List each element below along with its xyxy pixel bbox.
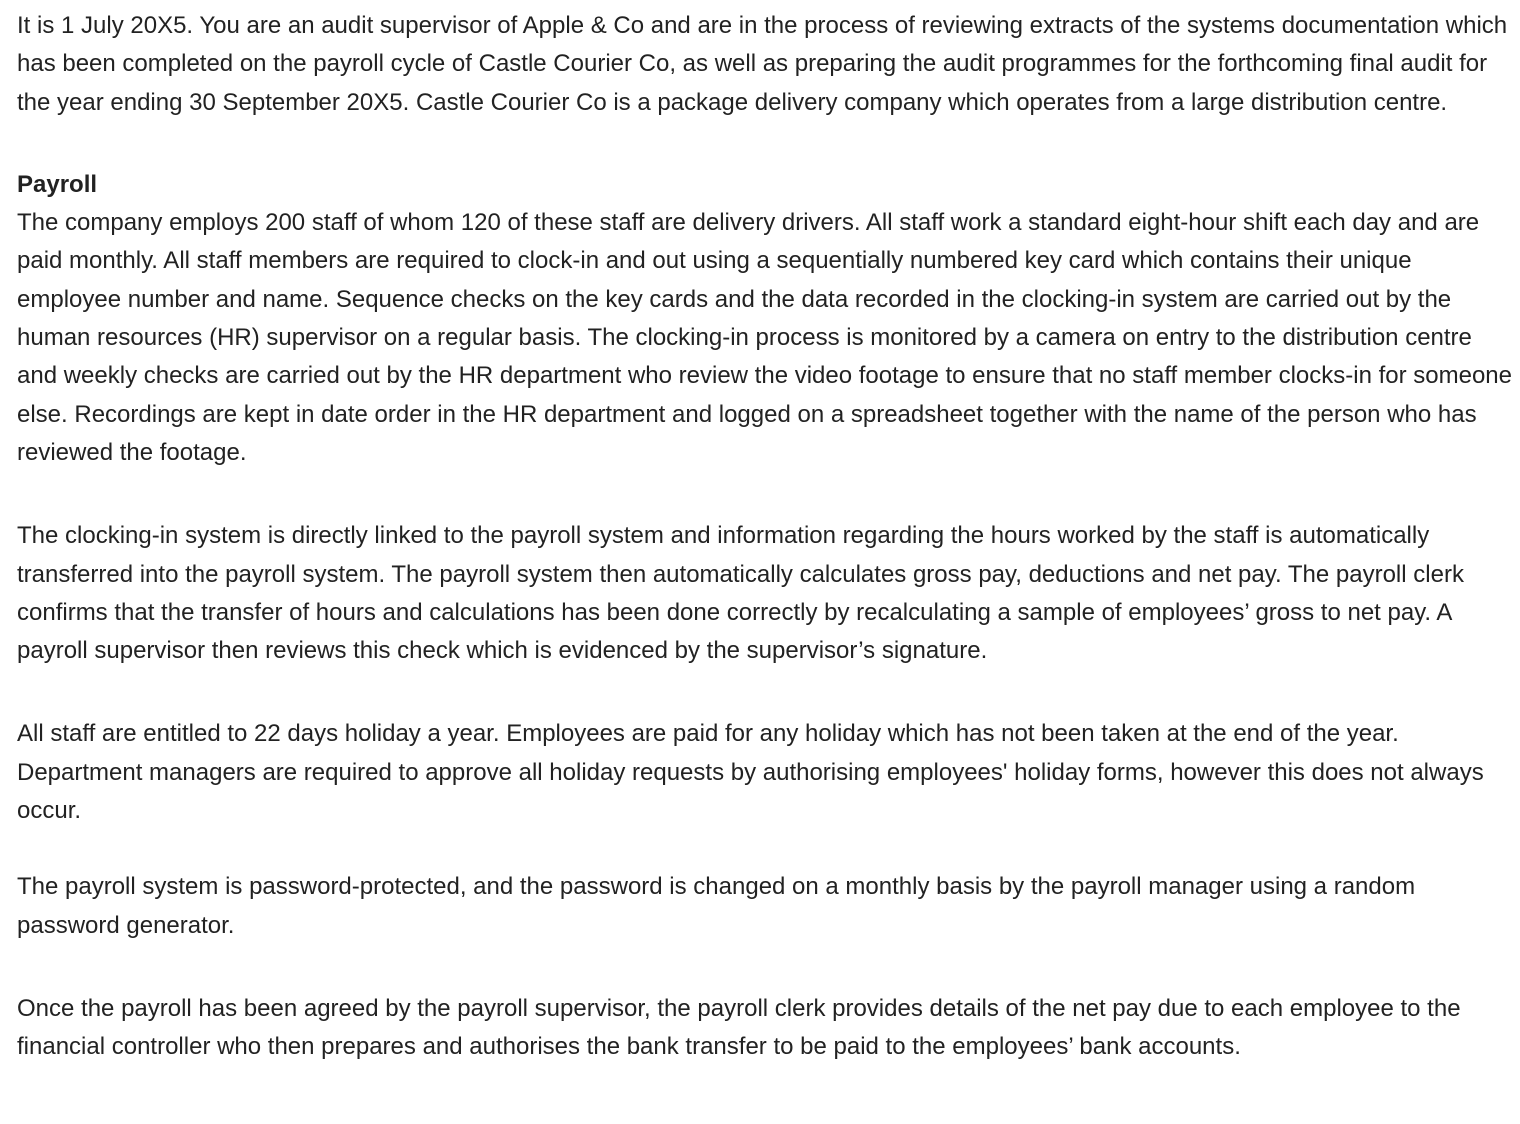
intro-paragraph: It is 1 July 20X5. You are an audit supervisor of Apple & Co and are in the process of reviewing extracts of the systems documentation which has been completed on the payroll cycle of Castle Courier Co, as well as preparing the audit programmes for the forthcoming final audit for the year ending 30 September 20X5. Castle Courier Co is a package delivery company which operates from a large distribution centre.: [17, 12, 1508, 116]
paragraph-password: The payroll system is password-protected, and the password is changed on a monthly basis by the payroll manager using a random password generator.: [17, 873, 1416, 939]
paragraph-holiday: All staff are entitled to 22 days holiday a year. Employees are paid for any holiday which has not been taken at the end of the year. Department managers are required to approve all holiday requests by authorising employees' holiday forms, however this does not always occur.: [17, 720, 1484, 825]
paragraph-payroll-system: The clocking-in system is directly linked to the payroll system and information regarding the hours worked by the staff is automatically transferred into the payroll system. The payroll system then automatically calculates gross pay, deductions and net pay. The payroll clerk confirms that the transfer of hours and calculations has been done correctly by recalculating a sample of employees’ gross to net pay. A payroll supervisor then reviews this check which is evidenced by the supervisor’s signature.: [17, 522, 1464, 665]
section-heading-payroll: Payroll: [17, 170, 98, 198]
paragraph-clocking-in: The company employs 200 staff of whom 120 of these staff are delivery drivers. All staff work a standard eight-hour shift each day and are paid monthly. All staff members are required to clock-in and out using a sequentially numbered key card which contains their unique employee number and name. Sequence checks on the key cards and the data recorded in the clocking-in system are carried out by the human resources (HR) supervisor on a regular basis. The clocking-in process is monitored by a camera on entry to the distribution centre and weekly checks are carried out by the HR department who review the video footage to ensure that no staff member clocks-in for someone else. Recordings are kept in date order in the HR department and logged on a spreadsheet together with the name of the person who has reviewed the footage.: [17, 209, 1512, 466]
paragraph-bank-transfer: Once the payroll has been agreed by the payroll supervisor, the payroll clerk provides details of the net pay due to each employee to the financial controller who then prepares and authorises the bank transfer to be paid to the employees’ bank accounts.: [17, 994, 1461, 1061]
